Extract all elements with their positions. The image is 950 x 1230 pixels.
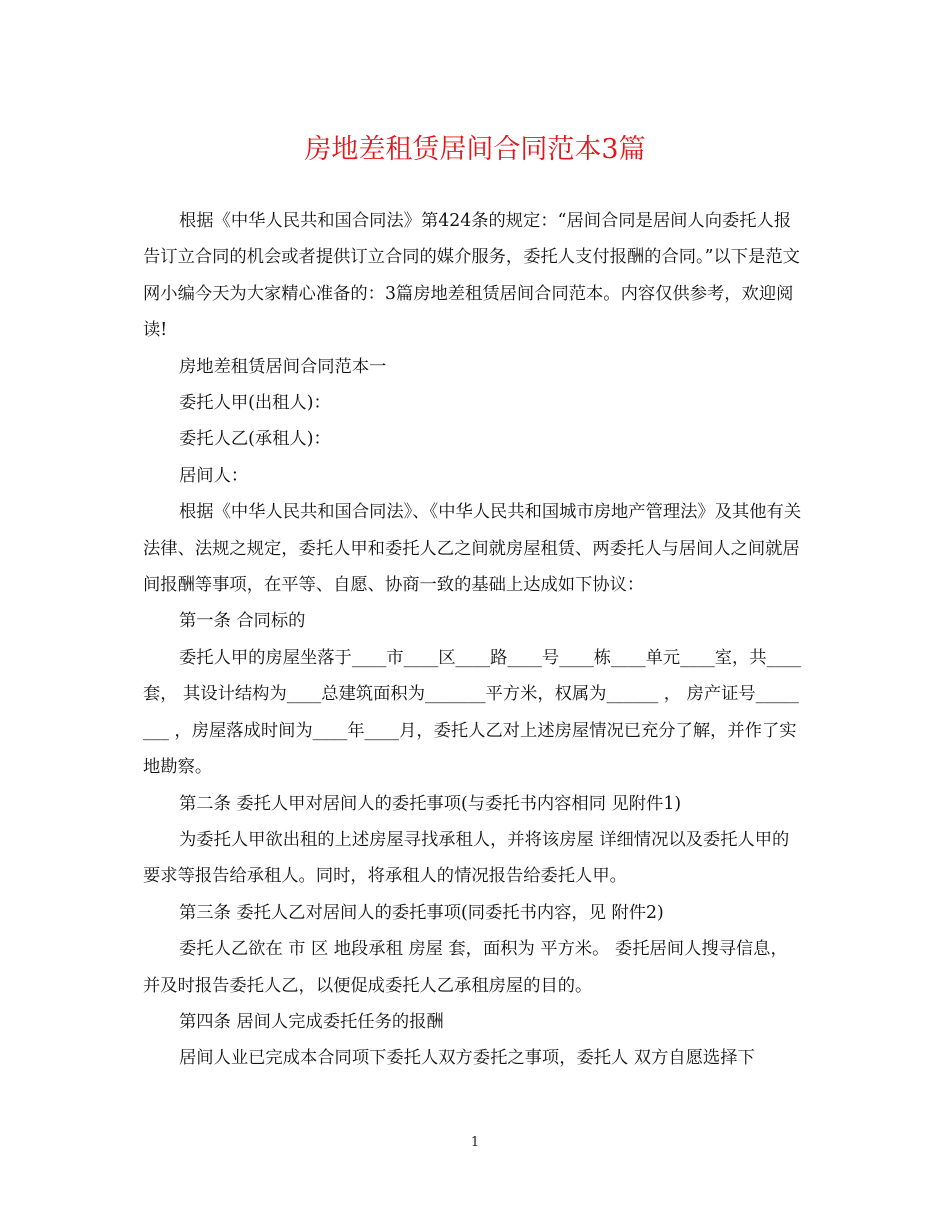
- document-title: 房地差租赁居间合同范本3篇: [304, 134, 646, 165]
- paragraph-article-1-body: 委托人甲的房屋坐落于____市____区____路____号____栋____单元____室，共____套， 其设计结构为____总建筑面积为_______平方米，权属为______ ， 房产证号________ ，房屋落成时间为____年____月，委托人乙对上述房屋情况已充分了解，并作了实地勘察。: [143, 647, 802, 778]
- paragraph-article-1-heading: 第一条 合同标的: [179, 611, 306, 632]
- document-body: [143, 203, 805, 1077]
- paragraph-article-2-heading: 第二条 委托人甲对居间人的委托事项(与委托书内容相同 见附件1): [179, 793, 682, 814]
- paragraph-article-4-heading: 第四条 居间人完成委托任务的报酬: [179, 1011, 444, 1032]
- paragraph-legal-basis: 根据《中华人民共和国合同法》、《中华人民共和国城市房地产管理法》及其他有关法律、法规之规定，委托人甲和委托人乙之间就房屋租赁、两委托人与居间人之间就居间报酬等事项，在平等、自愿、协商一致的基础上达成如下协议：: [143, 502, 802, 596]
- paragraph-intro: 根据《中华人民共和国合同法》第424条的规定：“居间合同是居间人向委托人报告订立合同的机会或者提供订立合同的媒介服务，委托人支付报酬的合同。”以下是范文网小编今天为大家精心准备的：3篇房地差租赁居间合同范本。内容仅供参考，欢迎阅读!: [143, 211, 800, 341]
- paragraph-party-b: 委托人乙(承租人)：: [179, 429, 331, 450]
- paragraph-intermediary: 居间人：: [179, 465, 249, 486]
- paragraph-article-3-body: 委托人乙欲在 市 区 地段承租 房屋 套，面积为 平方米。 委托居间人搜寻信息，并及时报告委托人乙，以便促成委托人乙承租房屋的目的。: [143, 939, 788, 996]
- page-number: 1: [470, 1135, 480, 1150]
- paragraph-article-2-body: 为委托人甲欲出租的上述房屋寻找承租人，并将该房屋 详细情况以及委托人甲的要求等报告给承租人。同时，将承租人的情况报告给委托人甲。: [143, 829, 790, 887]
- paragraph-article-4-body: 居间人业已完成本合同项下委托人双方委托之事项，委托人 双方自愿选择下: [179, 1048, 755, 1069]
- paragraph-party-a: 委托人甲(出租人)：: [179, 393, 331, 414]
- paragraph-section-heading: 房地差租赁居间合同范本一: [179, 356, 387, 377]
- paragraph-article-3-heading: 第三条 委托人乙对居间人的委托事项(同委托书内容，见 附件2): [179, 902, 664, 923]
